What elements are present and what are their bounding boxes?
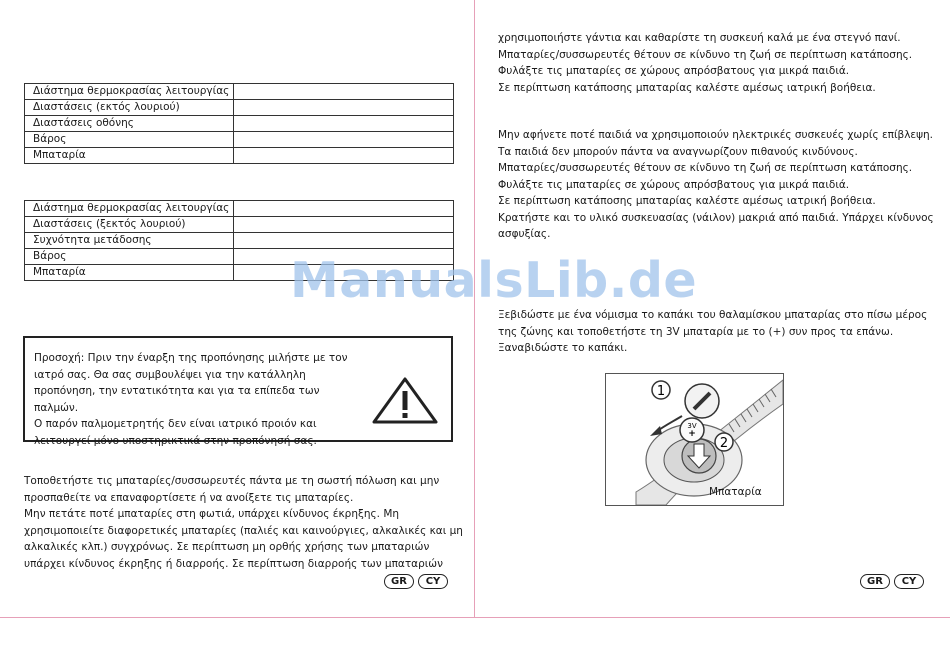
spec-value <box>234 132 454 148</box>
step-1-label: 1 <box>656 384 666 399</box>
spec-label: Βάρος <box>25 132 234 148</box>
spec-value <box>234 148 454 164</box>
spec-label: Διαστάσεις (ξεκτός λουριού) <box>25 217 234 233</box>
spec-label: Διάστημα θερμοκρασίας λειτουργίας <box>25 84 234 100</box>
country-badge: CY <box>418 574 448 589</box>
spec-value <box>234 217 454 233</box>
table-row <box>25 217 454 233</box>
spec-label: Μπαταρία <box>25 148 234 164</box>
battery-plus-label: + <box>688 429 696 439</box>
text-line: Φυλάξτε τις μπαταρίες σε χώρους απρόσβατους για μικρά παιδιά. <box>498 65 850 77</box>
table-row <box>25 116 454 132</box>
spec-value <box>234 84 454 100</box>
battery-install-figure <box>605 373 784 506</box>
spec-table-display <box>24 83 454 164</box>
text-line: Μην αφήνετε ποτέ παιδιά να χρησιμοποιούν ηλεκτρικές συσκευές χωρίς επίβλεψη. <box>498 129 934 141</box>
text-line: προσπαθείτε να επαναφορτίσετε ή να ανοίξετε τις μπαταρίες. <box>24 491 354 504</box>
table-row <box>25 201 454 217</box>
figure-caption: Μπαταρία <box>709 486 762 498</box>
spec-value <box>234 233 454 249</box>
text-line: Μπαταρίες/συσσωρευτές θέτουν σε κίνδυνο τη ζωή σε περίπτωση κατάποσης. <box>498 48 913 61</box>
step-2-label: 2 <box>719 436 729 451</box>
table-row <box>25 132 454 148</box>
battery-install-text <box>498 307 938 357</box>
text-line: Ξαναβιδώστε το καπάκι. <box>498 342 628 354</box>
text-line: Μπαταρίες/συσσωρευτές θέτουν σε κίνδυνο τη ζωή σε περίπτωση κατάποσης. <box>498 162 913 174</box>
battery-voltage-label: 3V <box>687 422 697 430</box>
text-line: χρησιμοποιήστε γάντια και καθαρίστε τη συσκευή καλά με ένα στεγνό πανί. <box>498 32 901 44</box>
battery-handling-text <box>498 30 938 96</box>
spec-value <box>234 116 454 132</box>
spec-label: Διάστημα θερμοκρασίας λειτουργίας <box>25 201 234 217</box>
warning-line: ιατρό σας. Θα σας συμβουλέψει για την κατάλληλη <box>34 368 306 381</box>
text-line: της ζώνης και τοποθετήστε τη 3V μπαταρία με το (+) συν προς τα επάνω. <box>498 325 894 338</box>
spec-value <box>234 201 454 217</box>
child-safety-text <box>498 127 938 243</box>
text-line: υπάρχει κίνδυνος έκρηξης ή διαρροής. Σε περίπτωση διαρροής των μπαταριών <box>24 557 443 570</box>
table-row <box>25 233 454 249</box>
text-line: Σε περίπτωση κατάποσης μπαταρίας καλέστε αμέσως ιατρική βοήθεια. <box>498 81 876 94</box>
text-line: Τοποθετήστε τις μπαταρίες/συσσωρευτές πάντα με τη σωστή πόλωση και μην <box>24 475 440 487</box>
watermark: ManualsLib.de <box>290 252 698 309</box>
spec-label: Διαστάσεις (εκτός λουριού) <box>25 100 234 116</box>
warning-line: Ο παρόν παλμομετρητής δεν είναι ιατρικό προιόν και <box>34 418 317 430</box>
spec-label: Μπαταρία <box>25 265 234 281</box>
warning-text <box>34 350 364 449</box>
text-line: Φυλάξτε τις μπαταρίες σε χώρους απρόσβατους για μικρά παιδιά. <box>498 178 850 191</box>
spec-label: Βάρος <box>25 249 234 265</box>
text-line: Ξεβιδώστε με ένα νόμισμα το καπάκι του θαλαμίσκου μπαταρίας στο πίσω μέρος <box>498 309 928 321</box>
table-row <box>25 148 454 164</box>
page-divider <box>474 0 475 618</box>
country-badges-right <box>860 574 924 589</box>
spec-label: Συχνότητα μετάδοσης <box>25 233 234 249</box>
warning-triangle-icon <box>371 376 439 424</box>
table-row <box>25 84 454 100</box>
text-line: Σε περίπτωση κατάποσης μπαταρίας καλέστε αμέσως ιατρική βοήθεια. <box>498 195 876 207</box>
spec-label: Διαστάσεις οθόνης <box>25 116 234 132</box>
text-line: Κρατήστε και το υλικό συσκευασίας (νάιλον) μακριά από παιδιά. Υπάρχει κίνδυνος <box>498 211 934 224</box>
country-badge: GR <box>860 574 890 589</box>
text-line: αλκαλικές κλπ.) συγχρόνως. Σε περίπτωση μη ορθής χρήσης των μπαταριών <box>24 541 430 553</box>
page-bottom-line <box>0 617 950 618</box>
text-line: ασφυξίας. <box>498 228 551 240</box>
spec-value <box>234 100 454 116</box>
text-line: χρησιμοποιείτε διαφορετικές μπαταρίες (παλιές και καινούργιες, αλκαλικές και μη <box>24 524 463 537</box>
text-line: Τα παιδιά δεν μπορούν πάντα να αναγνωρίζουν πιθανούς κινδύνους. <box>498 145 858 158</box>
country-badge: CY <box>894 574 924 589</box>
warning-line: λειτουργεί μόνο υποστηρικτικά στην προπόνησή σας. <box>34 434 317 447</box>
country-badges-left <box>384 574 448 589</box>
warning-line: Προσοχή: Πριν την έναρξη της προπόνησης μιλήστε με τον <box>34 352 348 364</box>
battery-safety-text <box>24 473 464 572</box>
table-row <box>25 100 454 116</box>
country-badge: GR <box>384 574 414 589</box>
warning-line: προπόνηση, την εντατικότητα και για τα επίπεδα των παλμών. <box>34 385 320 414</box>
text-line: Μην πετάτε ποτέ μπαταρίες στη φωτιά, υπάρχει κίνδυνος έκρηξης. Μη <box>24 508 400 520</box>
warning-box <box>23 336 453 447</box>
